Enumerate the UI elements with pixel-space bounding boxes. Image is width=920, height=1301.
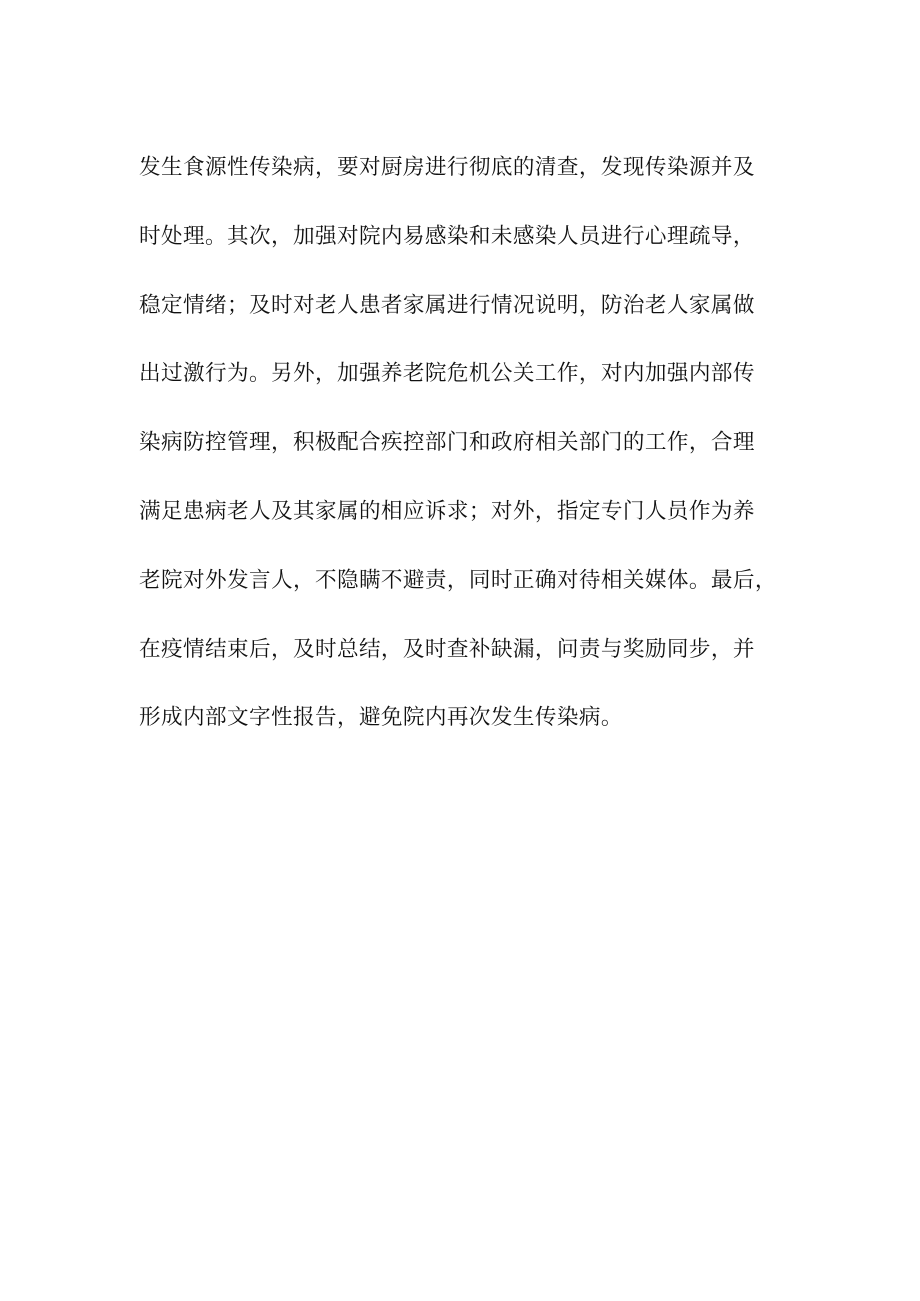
body-paragraph	[139, 146, 799, 765]
text-line: 染病防控管理，积极配合疾控部门和政府相关部门的工作，合理	[139, 430, 755, 456]
text-line: 满足患病老人及其家属的相应诉求；对外，指定专门人员作为养	[139, 498, 755, 524]
text-line: 出过激行为。另外，加强养老院危机公关工作，对内加强内部传	[139, 361, 755, 387]
text-line: 时处理。其次，加强对院内易感染和未感染人员进行心理疏导，	[139, 223, 755, 249]
text-line: 老院对外发言人，不隐瞒不避责，同时正确对待相关媒体。最后，	[139, 567, 777, 593]
text-line: 在疫情结束后，及时总结，及时查补缺漏，问责与奖励同步，并	[139, 636, 755, 662]
text-line: 稳定情绪；及时对老人患者家属进行情况说明，防治老人家属做	[139, 292, 755, 318]
text-line: 发生食源性传染病，要对厨房进行彻底的清查，发现传染源并及	[139, 155, 755, 180]
text-line: 形成内部文字性报告，避免院内再次发生传染病。	[139, 705, 623, 731]
